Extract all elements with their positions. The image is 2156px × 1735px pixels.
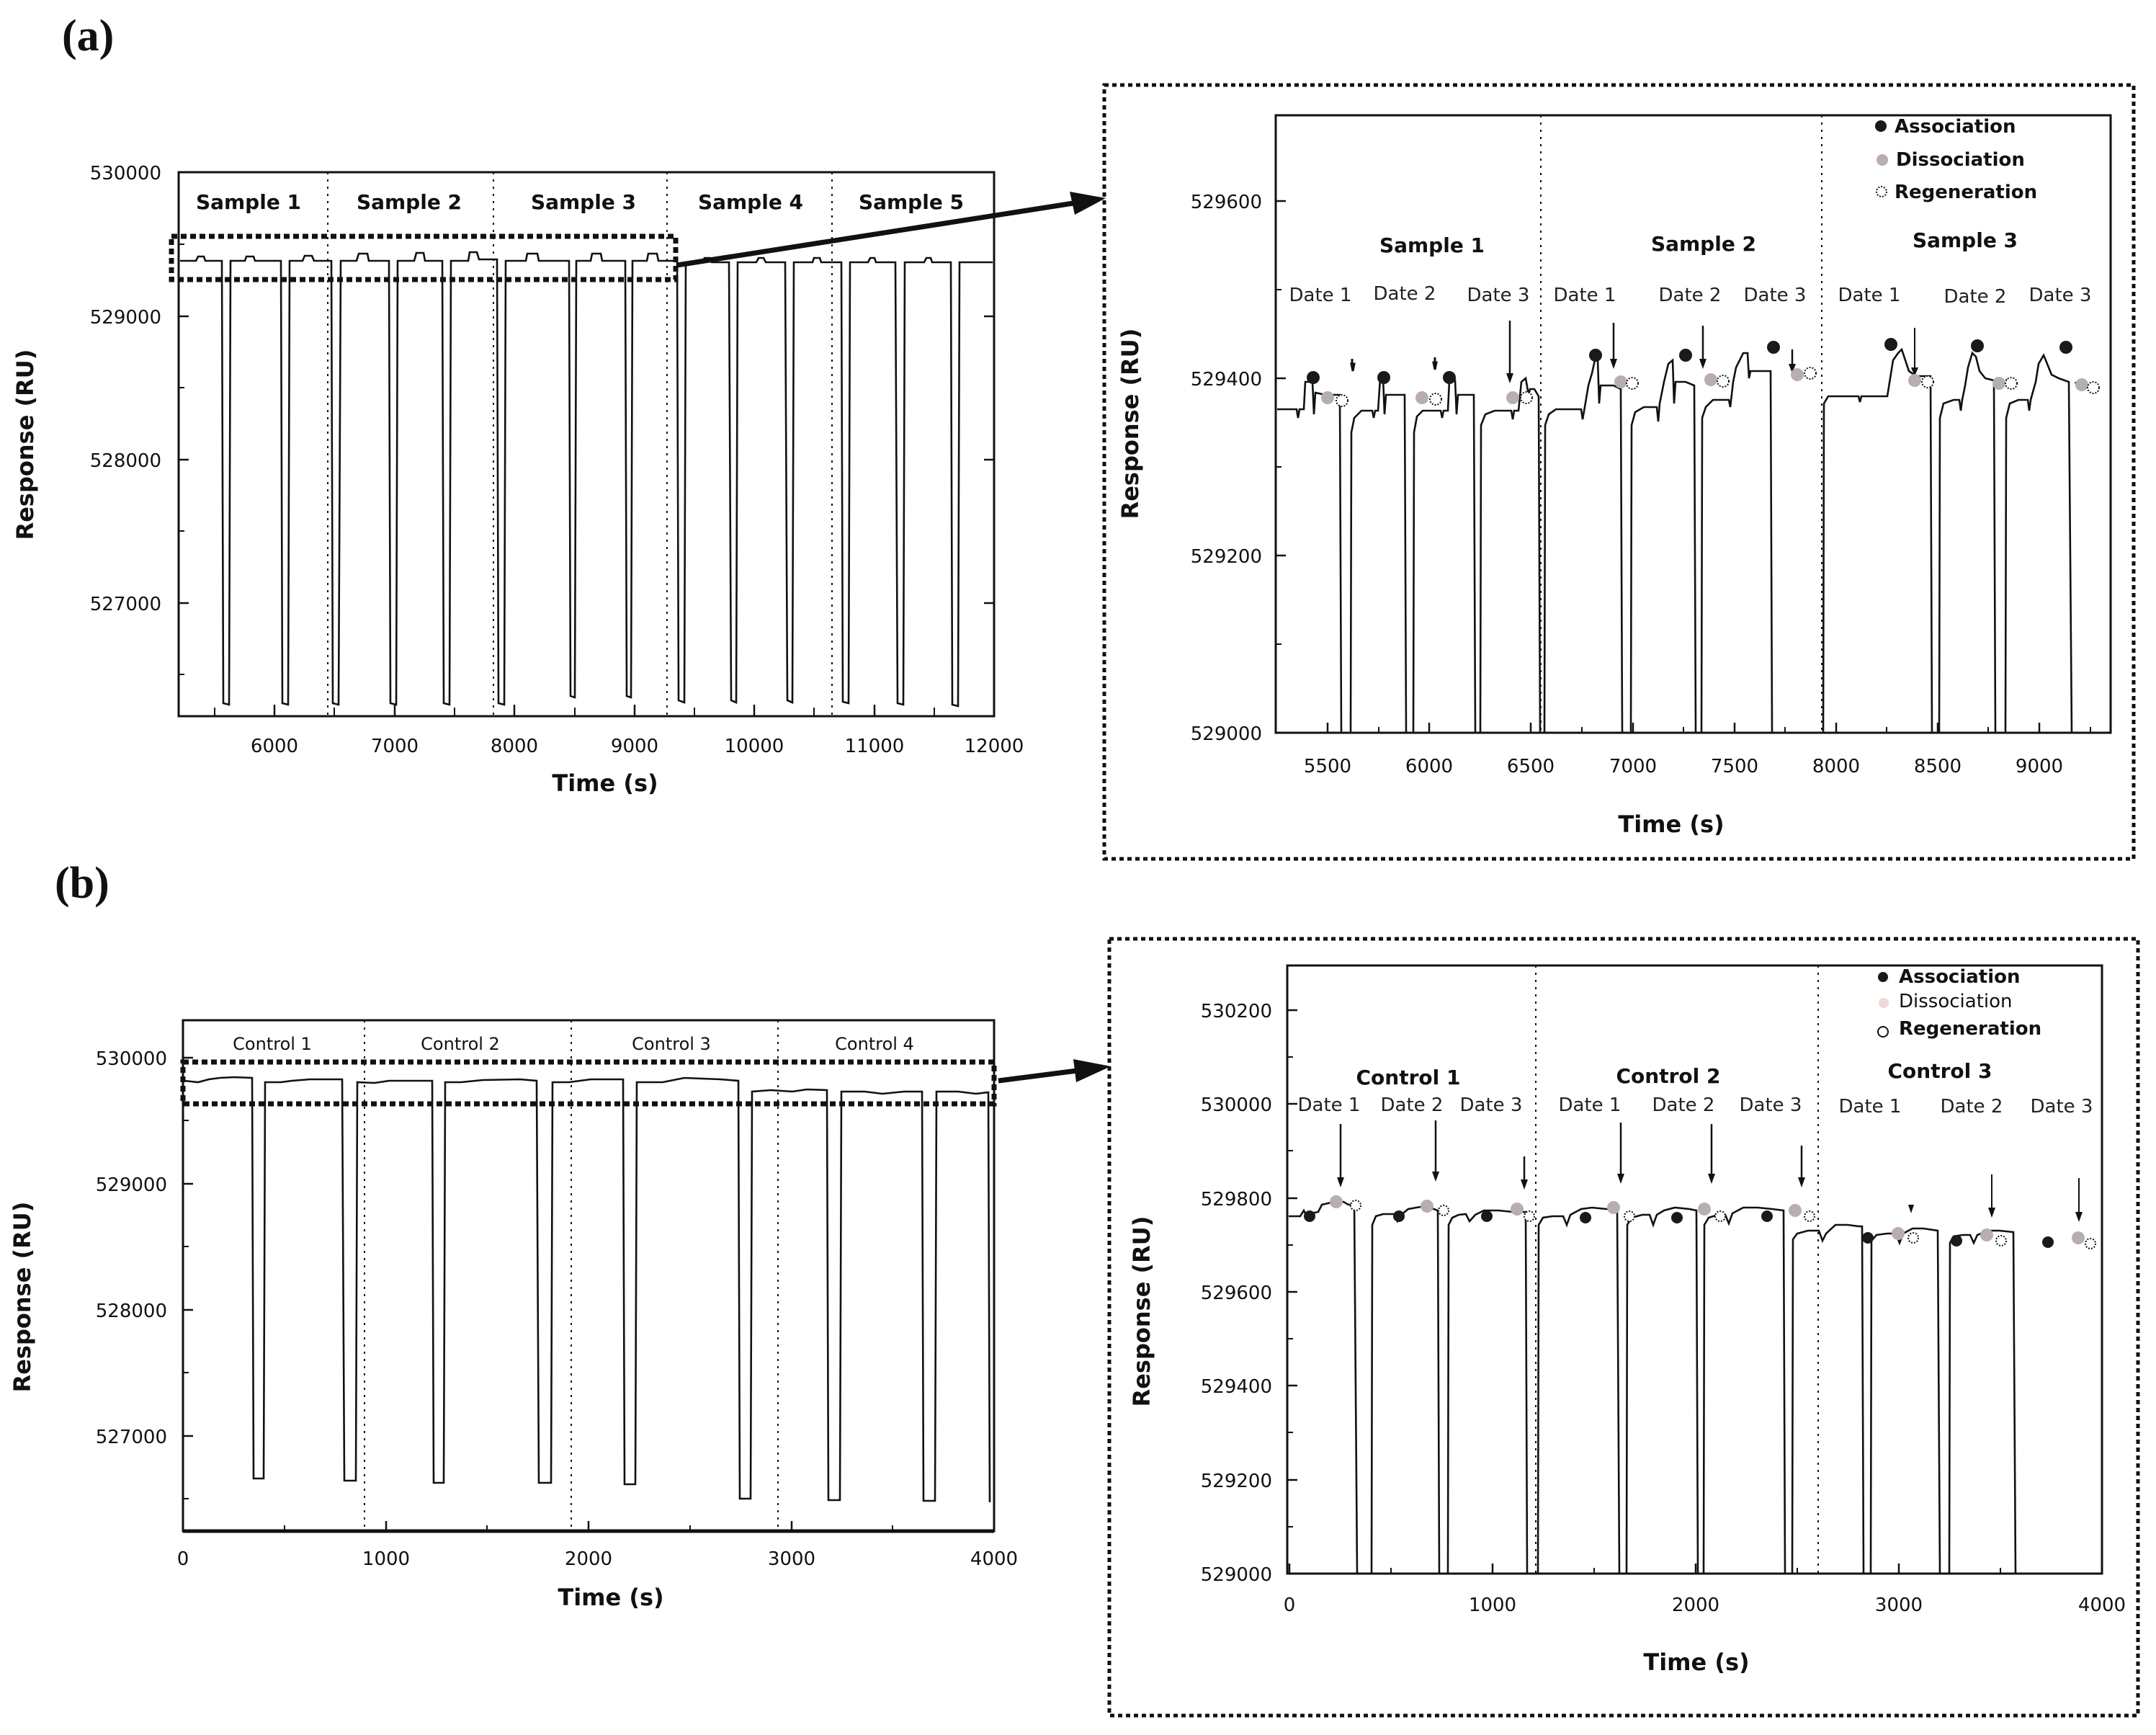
sensorgram-trace [1277,349,2072,733]
region-label: Sample 5 [858,190,965,214]
association-markers [1307,338,2072,384]
date-label: Date 1 [1289,285,1352,306]
x-axis-title: Time (s) [1643,1649,1750,1676]
region-label: Sample 2 [356,190,462,214]
regeneration-marker-icon [1877,187,1887,197]
x-tick-label: 1000 [1468,1594,1517,1616]
y-tick-label: 530000 [89,163,161,184]
y-tick-label: 529800 [1200,1189,1272,1210]
legend-label: Association [1899,966,2021,988]
x-tick-label: 7000 [370,736,419,757]
regeneration-marker-icon [1878,1027,1888,1037]
x-tick-label: 7500 [1710,756,1759,777]
panel-b-inset-chart [1109,939,2138,1716]
x-tick-label: 1000 [362,1548,411,1570]
x-axis-title: Time (s) [1618,811,1725,838]
region-label: Sample 1 [1379,233,1485,257]
x-axis-title: Time (s) [552,770,658,797]
y-axis-title: Response (RU) [9,1201,36,1393]
x-tick-label: 0 [176,1548,189,1570]
panel-b-main-chart [9,1020,1018,1611]
zoom-arrow-b [998,1059,1111,1082]
panel-label-b: (b) [55,859,109,908]
date-label: Date 3 [1743,285,1807,306]
date-label: Date 1 [1297,1094,1361,1116]
x-tick-label: 6500 [1506,756,1555,777]
inset-border [1109,939,2138,1716]
x-tick-label: 12000 [964,736,1024,757]
date-label: Date 1 [1553,285,1616,306]
x-tick-label: 10000 [724,736,784,757]
region-label: Control 3 [632,1034,711,1054]
y-axis-title: Response (RU) [1117,328,1144,519]
date-label: Date 2 [1940,1096,2003,1118]
plot-frame [1276,115,2111,733]
y-axis [1128,1001,1297,1586]
y-tick-label: 528000 [95,1301,167,1322]
y-axis-title: Response (RU) [1128,1216,1155,1407]
region-label: Sample 4 [697,190,804,214]
x-tick-label: 8000 [1812,756,1861,777]
arrow-head-icon [1070,192,1106,215]
date-label: Date 3 [1739,1094,1802,1116]
y-tick-label: 529200 [1190,546,1262,568]
legend-label: Regeneration [1895,182,2038,203]
x-axis [1284,1564,2126,1676]
legend-label: Regeneration [1899,1018,2042,1040]
x-tick-label: 8000 [490,736,539,757]
y-tick-label: 529600 [1200,1283,1272,1304]
x-tick-label: 2000 [1671,1594,1720,1616]
panel-a-inset-chart [1104,85,2134,859]
x-tick-label: 3000 [1874,1594,1923,1616]
zoom-selection-box [183,1062,994,1104]
date-label: Date 2 [1373,283,1436,305]
y-axis [1117,192,1286,745]
arrow-head-icon [1073,1059,1111,1082]
y-tick-label: 527000 [95,1427,167,1448]
y-tick-label: 529000 [95,1174,167,1196]
sensorgram-trace [180,252,993,706]
date-label: Date 2 [1380,1094,1444,1116]
y-tick-label: 527000 [89,594,161,615]
y-tick-label: 529600 [1190,192,1262,213]
region-label: Control 2 [421,1034,500,1054]
x-axis [1304,723,2090,838]
dissociation-marker-icon [1879,998,1889,1008]
plot-frame [183,1020,994,1531]
y-tick-label: 528000 [89,450,161,472]
y-tick-label: 529000 [1190,723,1262,745]
sensorgram-trace [1289,1202,2016,1574]
x-tick-label: 6000 [1405,756,1454,777]
y-tick-label: 529200 [1200,1471,1272,1492]
region-label: Control 1 [1356,1066,1461,1089]
x-tick-label: 8500 [1913,756,1962,777]
date-label: Date 1 [1838,1096,1902,1118]
x-tick-label: 4000 [2077,1594,2126,1616]
association-markers [1304,1210,2054,1248]
x-tick-label: 7000 [1609,756,1658,777]
legend [1875,116,2037,203]
y-tick-label: 530000 [95,1048,167,1070]
y-tick-label: 529400 [1190,369,1262,391]
region-label: Sample 1 [195,190,302,214]
y-tick-label: 529400 [1200,1376,1272,1398]
y-axis [9,1048,193,1499]
region-label: Control 1 [233,1034,312,1054]
legend-label: Association [1895,116,2016,138]
date-label: Date 3 [2030,1096,2093,1118]
legend-label: Dissociation [1899,991,2013,1012]
x-tick-label: 6000 [250,736,299,757]
panel-label-a: (a) [62,12,115,61]
dissociation-marker-icon [1877,154,1888,166]
plot-frame [1287,965,2102,1574]
plot-frame [179,172,994,716]
date-label: Date 3 [2028,285,2092,306]
date-label: Date 2 [1658,285,1722,306]
x-tick-label: 3000 [767,1548,816,1570]
x-tick-label: 11000 [844,736,905,757]
date-label: Date 1 [1558,1094,1622,1116]
x-tick-label: 0 [1283,1594,1296,1616]
y-tick-label: 529000 [1200,1564,1272,1586]
association-marker-icon [1875,120,1887,132]
region-label: Sample 3 [530,190,637,214]
legend-label: Dissociation [1896,149,2025,171]
date-label: Date 2 [1943,286,2007,308]
x-tick-label: 9000 [610,736,659,757]
date-label: Date 2 [1652,1094,1715,1116]
region-label: Sample 3 [1912,228,2018,252]
region-label: Control 4 [835,1034,914,1054]
x-axis-title: Time (s) [558,1584,664,1611]
x-tick-label: 2000 [564,1548,613,1570]
association-marker-icon [1878,972,1888,982]
y-tick-label: 530200 [1200,1001,1272,1022]
date-label: Date 3 [1467,285,1530,306]
region-label: Control 2 [1616,1064,1721,1088]
panel-a-main-chart [12,163,1024,797]
x-tick-label: 5500 [1303,756,1352,777]
region-label: Control 3 [1887,1059,1992,1083]
legend [1878,966,2041,1040]
y-tick-label: 530000 [1200,1094,1272,1116]
x-tick-label: 9000 [2015,756,2064,777]
sensorgram-trace [184,1077,990,1502]
x-tick-label: 4000 [970,1548,1019,1570]
y-axis-title: Response (RU) [12,349,39,540]
x-axis [177,1521,1018,1611]
regeneration-markers [1351,1200,2095,1249]
region-label: Sample 2 [1650,232,1757,256]
date-label: Date 3 [1459,1094,1523,1116]
date-label: Date 1 [1838,285,1901,306]
x-axis [215,705,1024,797]
y-tick-label: 529000 [89,307,161,329]
